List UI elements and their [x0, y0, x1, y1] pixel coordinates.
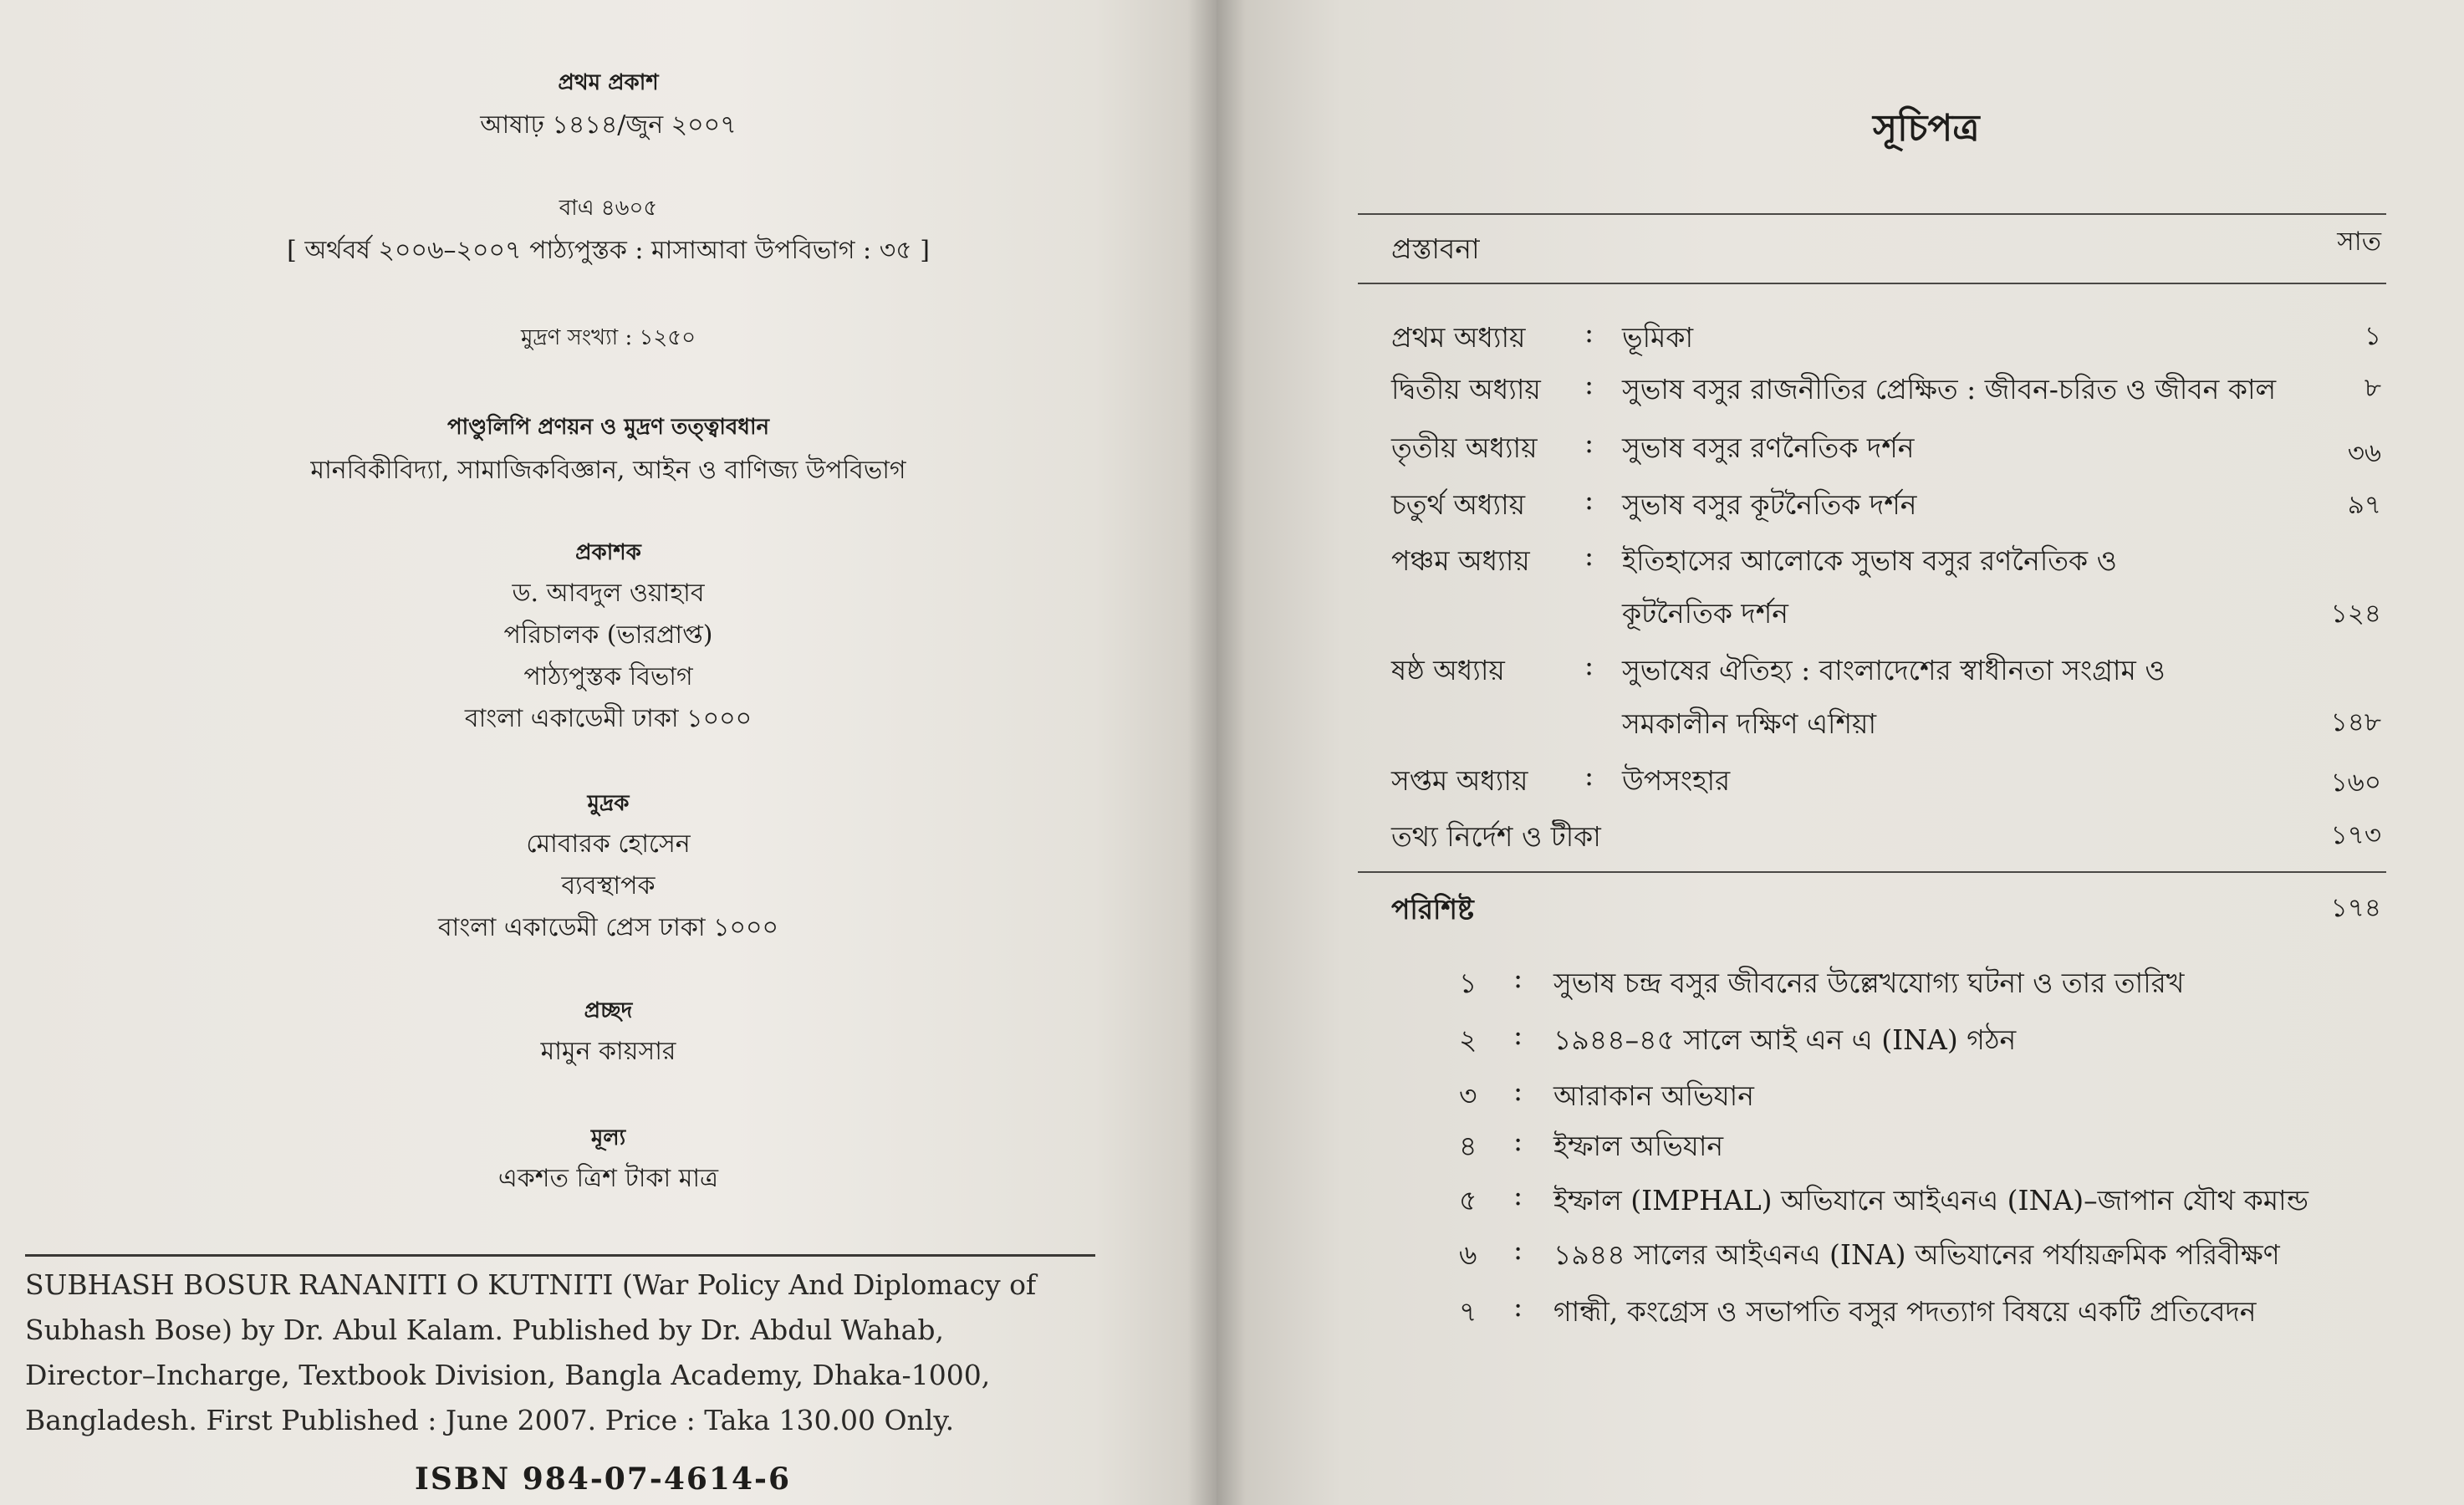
english-colophon — [25, 1263, 1112, 1443]
chapter-title: ভূমিকা — [1622, 321, 1694, 354]
references-page: ১৭৩ — [2330, 820, 2381, 850]
chapter-label: তৃতীয় অধ্যায় — [1391, 431, 1538, 464]
chapters-rule — [1358, 283, 2386, 284]
chapter-page: ৮ — [2364, 373, 2381, 403]
chapter-label: চতুর্থ অধ্যায় — [1391, 488, 1526, 521]
colophon-line: Director–Incharge, Textbook Division, Bangla Academy, Dhaka-1000, — [25, 1359, 991, 1391]
appendix-item-colon: : — [1513, 962, 1523, 994]
colophon-divider — [25, 1254, 1095, 1257]
chapter-page: ১ — [2364, 321, 2381, 351]
left-page-imprint — [0, 0, 1217, 1505]
first-publication-label: প্রথম প্রকাশ — [558, 70, 659, 95]
supervision-label: পাণ্ডুলিপি প্রণয়ন ও মুদ্রণ তত্ত্বাবধান — [446, 415, 770, 440]
chapter-label: সপ্তম অধ্যায় — [1391, 764, 1528, 797]
chapter-colon: : — [1584, 316, 1594, 349]
chapter-colon: : — [1584, 483, 1594, 516]
appendix-item-num: ৫ — [1459, 1184, 1477, 1217]
cover-artist: মামুন কায়সার — [540, 1037, 676, 1066]
toc-title: সূচিপত্র — [1873, 107, 1980, 150]
printer-address: বাংলা একাডেমী প্রেস ঢাকা ১০০০ — [437, 913, 779, 942]
price-label: মূল্য — [590, 1125, 626, 1150]
chapter-colon: : — [1584, 539, 1594, 572]
colophon-line: Subhash Bose) by Dr. Abul Kalam. Published by Dr. Abdul Wahab, — [25, 1314, 944, 1346]
publisher-dept: পাঠ্যপুস্তক বিভাগ — [523, 662, 693, 691]
book-spine-shadow — [1187, 0, 1246, 1505]
chapter-page: ১২৪ — [2330, 599, 2381, 629]
appendix-item-num: ২ — [1459, 1023, 1477, 1056]
chapter-title-continued: সমকালীন দক্ষিণ এশিয়া — [1622, 707, 1877, 740]
chapter-title: সুভাষ বসুর কূটনৈতিক দর্শন — [1622, 488, 1917, 521]
appendix-item-num: ১ — [1459, 967, 1477, 999]
cover-label: প্রচ্ছদ — [584, 998, 633, 1023]
chapter-label: প্রথম অধ্যায় — [1391, 321, 1526, 354]
chapter-page: ১৬০ — [2330, 768, 2381, 798]
toc-top-rule — [1358, 213, 2386, 215]
chapter-colon: : — [1584, 368, 1594, 400]
publisher-name: ড. আবদুল ওয়াহাব — [512, 579, 705, 608]
appendix-item-num: ৪ — [1459, 1130, 1477, 1162]
appendix-item-num: ৭ — [1459, 1295, 1477, 1328]
chapter-title: সুভাষের ঐতিহ্য : বাংলাদেশের স্বাধীনতা সংগ্রাম ও — [1622, 654, 2166, 686]
references-label: তথ্য নির্দেশ ও টীকা — [1391, 820, 1601, 853]
appendix-item-num: ৩ — [1459, 1079, 1477, 1112]
colophon-line: Bangladesh. First Published : June 2007. Price : Taka 130.00 Only. — [25, 1404, 955, 1436]
chapter-title: সুভাষ বসুর রাজনীতির প্রেক্ষিত : জীবন-চরিত ও জীবন কাল — [1622, 373, 2277, 406]
appendix-item-title: ইম্ফাল (IMPHAL) অভিযানে আইএনএ (INA)–জাপান যৌথ কমান্ড — [1553, 1184, 2308, 1217]
chapter-label: পঞ্চম অধ্যায় — [1391, 544, 1530, 577]
publisher-label: প্রকাশক — [575, 540, 641, 565]
appendix-item-title: ১৯৪৪ সালের আইএনএ (INA) অভিযানের পর্যায়ক্রমিক পরিবীক্ষণ — [1553, 1238, 2280, 1271]
chapter-page: ৯৭ — [2347, 490, 2381, 520]
chapter-colon: : — [1584, 759, 1594, 792]
appendix-item-colon: : — [1513, 1233, 1523, 1266]
catalog-code: বাএ ৪৬০৫ — [559, 196, 658, 221]
preface-label: প্রস্তাবনা — [1391, 232, 1480, 265]
colophon-line: SUBHASH BOSUR RANANITI O KUTNITI (War Policy And Diplomacy of — [25, 1268, 1037, 1301]
preface-page: সাত — [2337, 227, 2381, 257]
appendix-item-title: ইম্ফাল অভিযান — [1553, 1130, 1724, 1162]
chapter-colon: : — [1584, 426, 1594, 459]
printer-title: ব্যবস্থাপক — [561, 871, 656, 900]
printer-name: মোবারক হোসেন — [526, 829, 691, 859]
price-text: একশত ত্রিশ টাকা মাত্র — [497, 1164, 719, 1193]
chapter-title: ইতিহাসের আলোকে সুভাষ বসুর রণনৈতিক ও — [1622, 544, 2117, 577]
appendix-rule — [1358, 871, 2386, 873]
print-run: মুদ্রণ সংখ্যা : ১২৫০ — [520, 325, 696, 350]
appendix-item-colon: : — [1513, 1179, 1523, 1212]
appendix-item-colon: : — [1513, 1074, 1523, 1107]
chapter-title: সুভাষ বসুর রণনৈতিক দর্শন — [1622, 431, 1915, 464]
chapter-title-continued: কূটনৈতিক দর্শন — [1622, 597, 1788, 630]
isbn: ISBN 984-07-4614-6 — [415, 1462, 792, 1497]
chapter-colon: : — [1584, 649, 1594, 681]
supervision-division: মানবিকীবিদ্যা, সামাজিকবিজ্ঞান, আইন ও বাণিজ্য উপবিভাগ — [310, 456, 906, 485]
fiscal-note: [ অর্থবর্ষ ২০০৬–২০০৭ পাঠ্যপুস্তক : মাসাআবা উপবিভাগ : ৩৫ ] — [287, 236, 930, 265]
chapter-page: ৩৬ — [2347, 438, 2381, 468]
chapter-page: ১৪৮ — [2330, 707, 2381, 737]
appendix-page: ১৭৪ — [2330, 893, 2381, 923]
appendix-item-colon: : — [1513, 1018, 1523, 1051]
appendix-label: পরিশিষ্ট — [1391, 893, 1474, 926]
chapter-label: দ্বিতীয় অধ্যায় — [1391, 373, 1541, 406]
publisher-title: পরিচালক (ভারপ্রাপ্ত) — [503, 620, 713, 650]
chapter-title: উপসংহার — [1622, 764, 1731, 797]
appendix-item-title: সুভাষ চন্দ্র বসুর জীবনের উল্লেখযোগ্য ঘটনা ও তার তারিখ — [1553, 967, 2185, 999]
appendix-item-title: গান্ধী, কংগ্রেস ও সভাপতি বসুর পদত্যাগ বিষয়ে একটি প্রতিবেদন — [1553, 1295, 2257, 1328]
appendix-item-colon: : — [1513, 1125, 1523, 1157]
appendix-item-title: আরাকান অভিযান — [1553, 1079, 1754, 1112]
chapter-label: ষষ্ঠ অধ্যায় — [1391, 654, 1505, 686]
appendix-item-colon: : — [1513, 1290, 1523, 1323]
publisher-address: বাংলা একাডেমী ঢাকা ১০০০ — [464, 704, 752, 733]
first-publication-date: আষাঢ় ১৪১৪/জুন ২০০৭ — [480, 110, 737, 140]
appendix-item-num: ৬ — [1459, 1238, 1477, 1271]
appendix-item-title: ১৯৪৪–৪৫ সালে আই এন এ (INA) গঠন — [1553, 1023, 2017, 1056]
printer-label: মুদ্রক — [587, 791, 630, 816]
